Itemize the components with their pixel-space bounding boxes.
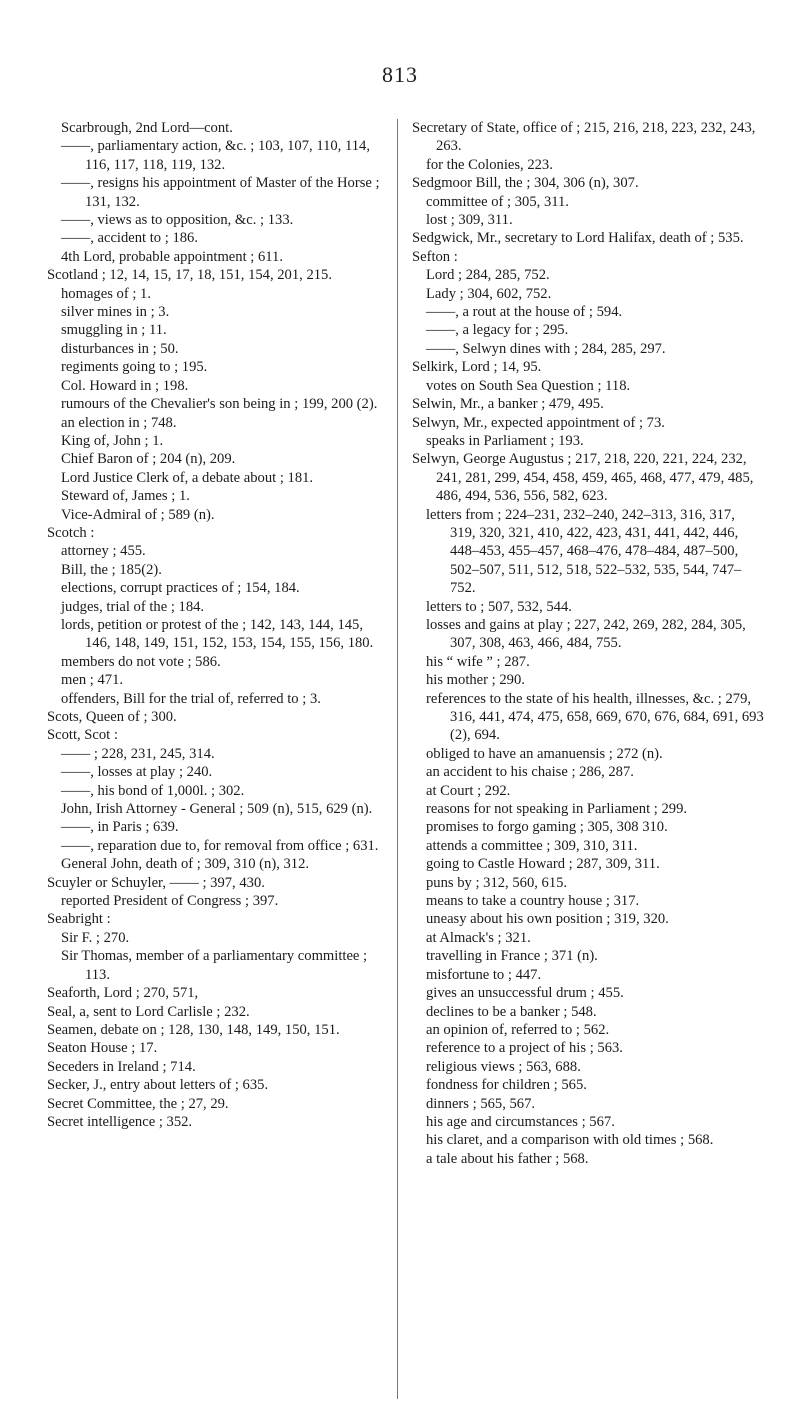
index-entry: members do not vote ; 586. (61, 653, 221, 670)
index-entry: obliged to have an amanuensis ; 272 (n). (426, 745, 663, 762)
index-entry: Sir F. ; 270. (61, 929, 130, 946)
index-entry: ——, parliamentary action, &c. ; 103, 107, 110, 114, 116, 117, 118, 119, 132. (61, 138, 370, 173)
index-entry: Chief Baron of ; 204 (n), 209. (61, 451, 236, 468)
index-entry: losses and gains at play ; 227, 242, 269, 282, 284, 305, 307, 308, 463, 466, 484, 755. (426, 616, 746, 652)
index-entry: his mother ; 290. (426, 672, 525, 689)
index-entry: for the Colonies, 223. (426, 156, 553, 173)
index-entry: Selwyn, George Augustus ; 217, 218, 220, 221, 224, 232, 241, 281, 299, 454, 458, 459, 465, 468, 477, 479, 485, 486, 494, 536, 556, 582, 623. (412, 451, 754, 505)
index-entry: Secret intelligence ; 352. (47, 1113, 193, 1130)
index-entry: Sedgmoor Bill, the ; 304, 306 (n), 307. (412, 175, 639, 192)
index-entry: silver mines in ; 3. (61, 304, 170, 321)
index-entry: Scotland ; 12, 14, 15, 17, 18, 151, 154, 201, 215. (47, 267, 332, 284)
index-entry: Scotch : (47, 524, 95, 541)
index-entry: Selkirk, Lord ; 14, 95. (412, 359, 542, 376)
index-entry: Selwyn, Mr., expected appointment of ; 73. (412, 414, 665, 431)
index-entry: Seceders in Ireland ; 714. (47, 1058, 196, 1075)
index-entry: reasons for not speaking in Parliament ; 299. (426, 801, 688, 818)
index-entry: homages of ; 1. (61, 285, 151, 302)
index-entry: an opinion of, referred to ; 562. (426, 1021, 610, 1038)
index-entry: King of, John ; 1. (61, 432, 164, 449)
index-entry: —— ; 228, 231, 245, 314. (61, 745, 215, 762)
index-entry: ——, reparation due to, for removal from office ; 631. (61, 837, 379, 854)
index-entry: Lady ; 304, 602, 752. (426, 285, 552, 302)
index-entry: declines to be a banker ; 548. (426, 1003, 597, 1020)
index-entry: misfortune to ; 447. (426, 966, 542, 983)
index-entry: ——, views as to opposition, &c. ; 133. (61, 212, 294, 229)
index-entry: Selwin, Mr., a banker ; 479, 495. (412, 396, 604, 413)
index-entry: ——, his bond of 1,000l. ; 302. (61, 782, 245, 799)
index-entry: rumours of the Chevalier's son being in ; 199, 200 (2). (61, 396, 378, 413)
index-entry: committee of ; 305, 311. (426, 193, 569, 210)
index-entry: references to the state of his health, illnesses, &c. ; 279, 316, 441, 474, 475, 658, 669, 670, 676, 684, 691, 693 (2), 694. (426, 690, 764, 744)
index-entry: dinners ; 565, 567. (426, 1095, 536, 1112)
index-entry: Sedgwick, Mr., secretary to Lord Halifax, death of ; 535. (412, 230, 744, 247)
index-entry: Scarbrough, 2nd Lord—cont. (61, 120, 233, 136)
index-entry: lords, petition or protest of the ; 142, 143, 144, 145, 146, 148, 149, 151, 152, 153, 154, 155, 156, 180. (61, 616, 374, 652)
page-number: 813 (382, 62, 418, 87)
index-entry: ——, a rout at the house of ; 594. (426, 304, 623, 321)
index-entry: men ; 471. (61, 672, 124, 689)
index-entry: an election in ; 748. (61, 414, 177, 431)
index-entry: offenders, Bill for the trial of, referred to ; 3. (61, 690, 321, 707)
index-entry: uneasy about his own position ; 319, 320. (426, 911, 669, 928)
index-entry: ——, accident to ; 186. (61, 230, 198, 247)
index-entry: Vice-Admiral of ; 589 (n). (61, 506, 215, 523)
index-entry: an accident to his chaise ; 286, 287. (426, 764, 634, 781)
index-entry: puns by ; 312, 560, 615. (426, 874, 568, 891)
index-entry: 4th Lord, probable appointment ; 611. (61, 248, 283, 265)
index-entry: ——, Selwyn dines with ; 284, 285, 297. (426, 340, 666, 357)
index-entry: judges, trial of the ; 184. (61, 598, 205, 615)
index-entry: Seamen, debate on ; 128, 130, 148, 149, 150, 151. (47, 1021, 340, 1038)
index-entry: reference to a project of his ; 563. (426, 1040, 623, 1057)
index-entry: Secret Committee, the ; 27, 29. (47, 1095, 229, 1112)
index-entry: John, Irish Attorney - General ; 509 (n), 515, 629 (n). (61, 801, 373, 818)
index-entry: Seaton House ; 17. (47, 1040, 158, 1057)
index-entry: his “ wife ” ; 287. (426, 653, 530, 670)
index-entry: promises to forgo gaming ; 305, 308 310. (426, 819, 668, 836)
index-entry: General John, death of ; 309, 310 (n), 312. (61, 856, 310, 873)
index-entry: gives an unsuccessful drum ; 455. (426, 985, 624, 1002)
index-entry: Sir Thomas, member of a parliamentary committee ; 113. (61, 948, 368, 983)
index-entry: Secretary of State, office of ; 215, 216, 218, 223, 232, 243, 263. (412, 120, 756, 155)
index-column-left (47, 119, 385, 1131)
index-entry: Bill, the ; 185(2). (61, 561, 162, 578)
index-entry: religious views ; 563, 688. (426, 1058, 581, 1075)
column-divider (397, 119, 398, 1399)
index-entry: a tale about his father ; 568. (426, 1150, 589, 1167)
index-entry: Seaforth, Lord ; 270, 571, (47, 985, 199, 1002)
index-entry: Lord ; 284, 285, 752. (426, 267, 550, 284)
index-entry: ——, losses at play ; 240. (61, 764, 213, 781)
index-entry: his claret, and a comparison with old times ; 568. (426, 1132, 714, 1149)
index-entry: disturbances in ; 50. (61, 340, 179, 357)
index-entry: Seal, a, sent to Lord Carlisle ; 232. (47, 1003, 250, 1020)
index-entry: Lord Justice Clerk of, a debate about ; 181. (61, 469, 314, 486)
index-entry: ——, resigns his appointment of Master of the Horse ; 131, 132. (61, 175, 380, 210)
index-entry: Secker, J., entry about letters of ; 635. (47, 1077, 269, 1094)
index-entry: ——, in Paris ; 639. (61, 819, 179, 836)
index-entry: attends a committee ; 309, 310, 311. (426, 837, 638, 854)
index-entry: going to Castle Howard ; 287, 309, 311. (426, 856, 660, 873)
index-entry: Scott, Scot : (47, 727, 118, 744)
index-entry: Col. Howard in ; 198. (61, 377, 189, 394)
index-entry: Seabright : (47, 911, 111, 928)
index-column-right (412, 119, 764, 1168)
index-entry: Scots, Queen of ; 300. (47, 709, 177, 725)
index-entry: regiments going to ; 195. (61, 359, 208, 376)
index-entry: fondness for children ; 565. (426, 1077, 587, 1094)
index-entry: at Almack's ; 321. (426, 929, 531, 946)
index-entry: means to take a country house ; 317. (426, 893, 640, 910)
index-entry: letters from ; 224–231, 232–240, 242–313, 316, 317, 319, 320, 321, 410, 422, 423, 431, 441, 442, 446, 448–453, 455–457, 468–476, 478–484, 487–500, 502–507, 511, 512, 518, 522–532, 535, 544, 747–752. (426, 506, 742, 597)
index-entry: ——, a legacy for ; 295. (426, 322, 569, 339)
index-entry: letters to ; 507, 532, 544. (426, 598, 572, 615)
index-entry: lost ; 309, 311. (426, 212, 513, 229)
index-entry: smuggling in ; 11. (61, 322, 167, 339)
index-entry: Steward of, James ; 1. (61, 488, 190, 505)
index-entry: his age and circumstances ; 567. (426, 1113, 615, 1130)
index-entry: elections, corrupt practices of ; 154, 184. (61, 580, 300, 597)
index-entry: speaks in Parliament ; 193. (426, 432, 584, 449)
index-entry: attorney ; 455. (61, 543, 146, 560)
index-entry: Scuyler or Schuyler, —— ; 397, 430. (47, 874, 265, 891)
index-entry: reported President of Congress ; 397. (61, 893, 279, 910)
index-entry: Sefton : (412, 248, 458, 265)
index-entry: travelling in France ; 371 (n). (426, 948, 598, 965)
index-entry: at Court ; 292. (426, 782, 511, 799)
index-entry: votes on South Sea Question ; 118. (426, 377, 631, 394)
